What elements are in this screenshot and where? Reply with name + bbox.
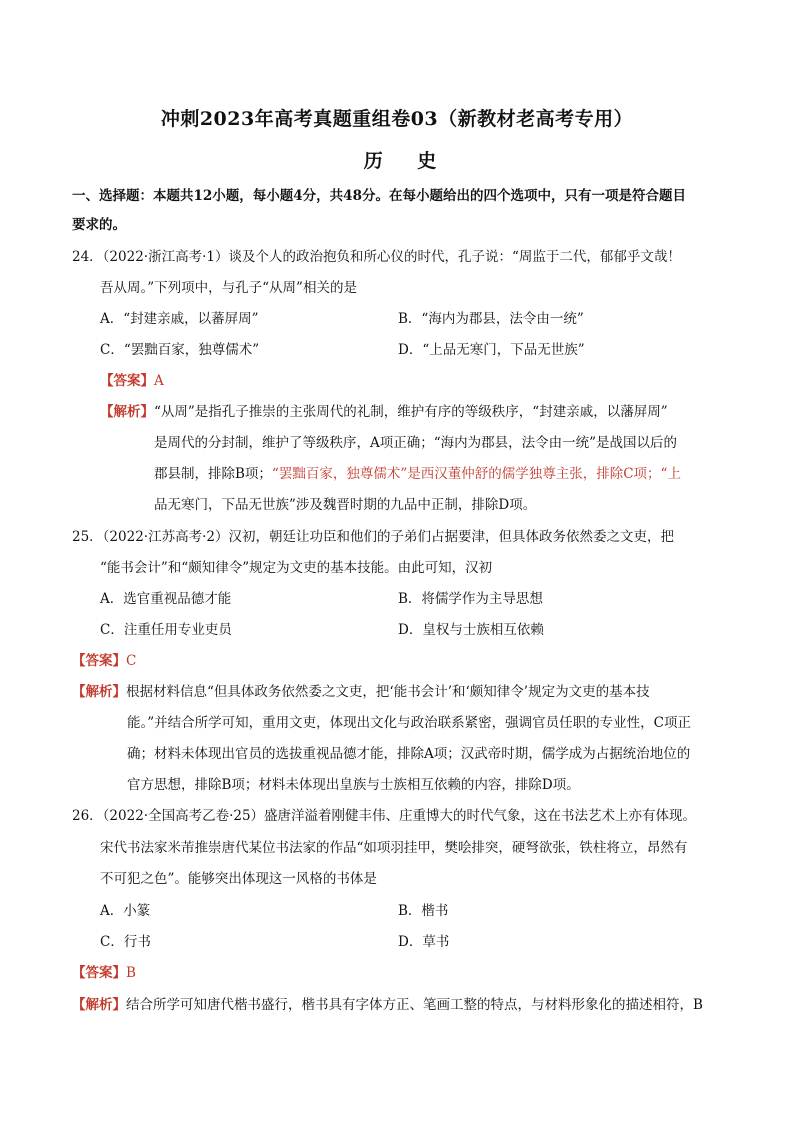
q25-analysis-line3: 确；材料未体现出官员的选拔重视品德才能，排除A项；汉武帝时期，儒学成为占据统治地位的 [127,746,691,762]
q25-option-a: A．选官重视品德才能 [100,591,232,607]
q26-analysis-tag: 【解析】 [72,997,126,1013]
q25-option-d: D．皇权与士族相互依赖 [398,622,544,638]
q24-analysis-line1 [100,403,668,421]
subject-title: 历 史 [363,150,451,172]
q25-answer-tag: 【答案】 [72,653,126,669]
q24-answer [100,372,164,390]
q26-stem-line3: 不可犯之色”。能够突出体现这一风格的书体是 [100,871,377,887]
q26-analysis-line1 [72,996,703,1014]
q24-analysis-line4: 品无寒门，下品无世族”涉及魏晋时期的九品中正制，排除D项。 [154,497,537,513]
q25-analysis-tag: 【解析】 [72,684,126,700]
q24-stem-line2: 吾从周。”下列项中，与孔子“从周”相关的是 [100,280,357,296]
q26-answer-value: B [126,965,136,981]
q25-analysis-line2: 能。”并结合所学可知，重用文吏，体现出文化与政治联系紧密，强调官员任职的专业性，C项正 [127,715,691,731]
section-instruction-line2: 要求的。 [72,217,126,233]
q25-answer-value: C [126,653,137,669]
q24-option-c: C．“罢黜百家，独尊儒术” [100,342,260,358]
q26-analysis-text1: 结合所学可知唐代楷书盛行，楷书具有字体方正、笔画工整的特点，与材料形象化的描述相符，B [126,997,703,1013]
q24-answer-value: A [154,373,164,389]
q26-stem-line2: 宋代书法家米芾推崇唐代某位书法家的作品“如项羽挂甲，樊哙排突，硬弩欲张，铁柱将立，昂然有 [100,840,688,856]
q26-option-d: D．草书 [398,934,450,950]
q24-analysis-line3 [154,465,681,483]
q26-option-b: B．楷书 [398,903,449,919]
section-instruction-line1: 一、选择题：本题共12小题，每小题4分，共48分。在每小题给出的四个选项中，只有一项是符合题目 [72,188,686,204]
q24-analysis-line3b: “罢黜百家，独尊儒术”是西汉董仲舒的儒学独尊主张，排除C项；“上 [271,466,681,482]
q26-option-a: A．小篆 [100,903,151,919]
q25-analysis-text1: 根据材料信息“但具体政务依然委之文吏，把‘能书会计’和‘颇知律令’规定为文吏的基本技 [126,684,650,700]
q25-answer [72,652,136,670]
q26-answer [72,964,136,982]
q24-stem-line1: 24．（2022·浙江高考·1）谈及个人的政治抱负和所心仪的时代，孔子说：“周监于二代，郁郁乎文哉！ [72,249,681,265]
q25-analysis-line4: 官方思想，排除B项；材料未体现出皇族与士族相互依赖的内容，排除D项。 [127,777,580,793]
q24-analysis-tag: 【解析】 [100,404,154,420]
exam-title: 冲刺2023年高考真题重组卷03（新教材老高考专用） [160,108,634,130]
q25-analysis-line1 [72,683,650,701]
q24-analysis-line3a: 郡县制，排除B项； [154,466,272,482]
q25-option-b: B．将儒学作为主导思想 [398,591,543,607]
q24-option-b: B．“海内为郡县，法令由一统” [398,311,584,327]
q24-answer-tag: 【答案】 [100,373,154,389]
q26-option-c: C．行书 [100,934,151,950]
q25-stem-line1: 25．（2022·江苏高考·2）汉初，朝廷让功臣和他们的子弟们占据要津，但具体政务依然委之文吏，把 [72,529,674,545]
q26-answer-tag: 【答案】 [72,965,126,981]
q25-option-c: C．注重任用专业吏员 [100,622,232,638]
q24-analysis-line2: 是周代的分封制，维护了等级秩序，A项正确；“海内为郡县，法令由一统”是战国以后的 [154,435,678,451]
q24-option-a: A．“封建亲戚，以蕃屏周” [100,311,259,327]
q25-stem-line2: “能书会计”和“颇知律令”规定为文吏的基本技能。由此可知，汉初 [100,560,493,576]
q24-option-d: D．“上品无寒门，下品无世族” [398,342,585,358]
q26-stem-line1: 26．（2022·全国高考乙卷·25）盛唐洋溢着刚健丰伟、庄重博大的时代气象，这在书法艺术上亦有体现。 [72,808,697,824]
q24-analysis-text1: “从周”是指孔子推崇的主张周代的礼制，维护有序的等级秩序，“封建亲戚，以藩屏周” [154,404,668,420]
